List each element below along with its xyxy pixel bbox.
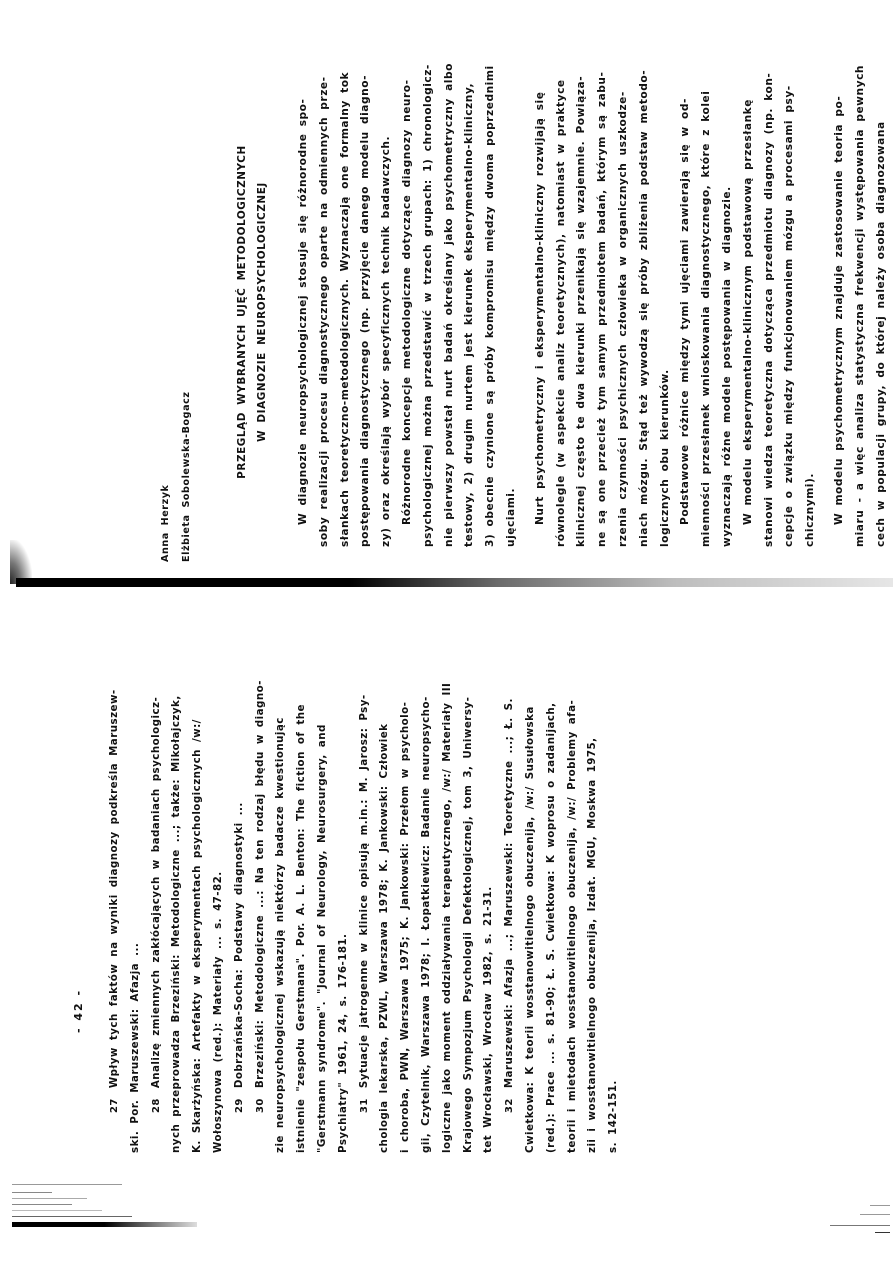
text-line: 3) obecnie czynione są próby kompromisu między dwoma poprzednimi <box>484 65 497 547</box>
text-line: i choroba, PWN, Warszawa 1975; K. Jankowski: Przełom w psycholo- <box>399 701 412 1153</box>
author-name: Elżbieta Sobolewska-Bogacz <box>181 391 192 562</box>
text-line: Dobrzańska-Socha: Podstawy diagnostyki ... <box>232 802 245 1089</box>
text-line: rzenia czynności psychicznych człowieka w organicznych uszkodze- <box>616 91 629 547</box>
footnote-number: 30 <box>254 1098 266 1113</box>
text-line: s. 142-151. <box>607 1080 620 1153</box>
footnotes-block <box>104 680 624 1153</box>
text-line: W modelu eksperymentalno-klinicznym podstawową przesłankę <box>741 99 754 525</box>
footnote-31 <box>354 680 500 1153</box>
paragraph <box>675 63 737 547</box>
footnote-number: 28 <box>150 1098 162 1113</box>
text-line: W diagnozie neuropsychologicznej stosuje się różnorodne spo- <box>297 98 309 525</box>
text-line: Wpływ tych faktów na wyniki diagnozy podkreśla Maruszew- <box>108 689 120 1089</box>
text-line: Brzeziński: Metodologiczne ...: Na ten rodzaj błędu w diagno- <box>253 680 266 1089</box>
book-gutter-divider <box>16 578 893 587</box>
text-line: miaru - a więc analiza statystyczna frekwencji występowania pewnych <box>853 65 866 547</box>
text-line: ski. Por. Maruszewski: Afazja ... <box>128 942 141 1153</box>
text-line: niach mózgu. Stąd też wywodzą się próby zbliżenia podstaw metodo- <box>637 69 650 547</box>
text-line: cepcje o związku między funkcjonowaniem mózgu a procesami psy- <box>783 85 796 547</box>
text-line: Cwietkowa: K teorii wosstanowitielnogo obuczenija, /w:/ Susułowska <box>523 706 536 1153</box>
text-line: nie pierwszy powstał nurt badań określany jako psychometryczny albo <box>442 63 455 547</box>
text-line: chicznymi). <box>804 473 817 547</box>
footnote-number: 29 <box>233 1098 245 1113</box>
footnote-30 <box>250 680 354 1153</box>
text-line: Sytuacje jatrogenne w klinice opisują m.in.: M. Jarosz: Psy- <box>357 694 370 1089</box>
text-line: ujęciami. <box>504 487 517 547</box>
text-line: cech w populacji grupy, do której należy osoba diagnozowana <box>874 121 887 547</box>
text-line: psychologicznej można przedstawić w trzech grupach: 1) chronologicz- <box>421 64 434 547</box>
text-line: postępowania diagnostycznego (np. przyjęcie danego modelu diagno- <box>359 74 372 547</box>
scan-edge-artifact <box>830 1200 890 1240</box>
text-line: soby realizacji procesu diagnostycznego oparte na odmiennych prze- <box>317 76 330 547</box>
text-line: zii i wosstanowitielnogo obuczenija, Izdat. MGU, Moskwa 1975, <box>586 737 599 1153</box>
author-name: Anna Herzyk <box>160 484 171 562</box>
left-page <box>0 582 893 1263</box>
spacer <box>821 63 829 547</box>
title-line: W DIAGNOZIE NEUROPSYCHOLOGICZNEJ <box>256 182 268 442</box>
paragraph <box>397 63 522 547</box>
authors-block <box>155 392 197 562</box>
footnote-27 <box>104 680 146 1153</box>
paragraph <box>738 63 821 547</box>
text-line: wyznaczają różne modele postępowania w diagnozie. <box>720 186 733 547</box>
text-line: Krajowego Sympozjum Psychologii Defektologicznej, tom 3, Uniwersy- <box>461 696 474 1153</box>
text-line: Psychiatry" 1961, 24, s. 176-181. <box>336 933 349 1153</box>
text-line: gii, Czytelnik, Warszawa 1978; I. Łopatkiewicz: Badanie neuropsycho- <box>419 696 432 1153</box>
text-line: chologia lekarska, PZWL, Warszawa 1978; K. Jankowski: Człowiek <box>378 723 391 1153</box>
scan-edge-artifact <box>10 1180 200 1230</box>
text-line: stanowi wiedza teoretyczna dotycząca przedmiotu diagnozy (np. kon- <box>762 72 775 547</box>
text-line: "Gerstmann syndrome". "Journal of Neurology, Neurosurgery, and <box>315 724 328 1153</box>
text-line: ne są one przecież tym samym przedmiotem badań, którym są zabu- <box>596 71 609 547</box>
text-line: zy) oraz określają wybór specyficznych technik badawczych. <box>380 135 393 547</box>
text-line: nych przeprowadza Brzeziński: Metodologiczne ...; także: Mikołajczyk, <box>170 695 183 1153</box>
article-body <box>293 63 891 547</box>
text-line: testowy, 2) drugim nurtem jest kierunek eksperymentalno-kliniczny, <box>463 82 476 547</box>
text-line: (red.): Prace ... s. 81-90; Ł. S. Cwietkowa: K woprosu o zadanijach, <box>544 702 557 1153</box>
paragraph <box>829 63 891 547</box>
right-page <box>0 0 893 582</box>
paragraph <box>530 63 676 547</box>
footnote-number: 32 <box>504 1098 516 1113</box>
text-line: równolegle (w aspekcie analiz teoretycznych), natomiast w praktyce <box>554 79 567 547</box>
text-line: Maruszewski: Afazja ...; Maruszewski: Teoretyczne ...; Ł. S. <box>503 698 516 1089</box>
text-line: Podstawowe różnice między tymi ujęciami zawierają się w od- <box>679 98 692 525</box>
text-line: Nurt psychometryczny i eksperymentalno-kliniczny rozwijają się <box>533 91 546 525</box>
footnote-28 <box>146 680 229 1153</box>
text-line: Różnorodne koncepcje metodologiczne dotyczące diagnozy neuro- <box>400 79 413 525</box>
text-line: mienności przesłanek wnioskowania diagnostycznego, które z kolei <box>700 90 713 547</box>
text-line: teorii i mietodach wosstanowitielnogo obuczenija, /w:/ Problemy afa- <box>565 699 578 1153</box>
article-title <box>232 42 272 582</box>
text-line: logicznych obu kierunków. <box>658 369 671 547</box>
text-line: istnienie "zespołu Gerstmana". Por. A. L. Benton: The fiction of the <box>295 704 308 1153</box>
text-line: Analizę zmiennych zakłócających w badaniach psychologicz- <box>149 696 162 1089</box>
page-number: - 42 - <box>72 988 85 1033</box>
text-line: K. Skarżyńska: Artefakty w eksperymentach psychologicznych /w:/ <box>191 719 204 1153</box>
text-line: zie neuropsychologicznej wskazują niektórzy badacze kwestionując <box>274 717 287 1153</box>
text-line: słankach teoretyczno-metodologicznych. Wyznaczają one formalny tok <box>338 71 351 547</box>
spacer <box>522 63 530 547</box>
text-line: Wołoszynowa (red.): Materiały ... s. 47-82. <box>211 871 224 1153</box>
text-line: klinicznej często te dwa kierunki przenikają się wzajemnie. Powiąza- <box>575 75 588 547</box>
footnote-number: 27 <box>109 1098 120 1113</box>
text-line: W modelu psychometrycznym znajduje zastosowanie teoria po- <box>832 95 845 525</box>
paragraph <box>293 63 397 547</box>
footnote-29 <box>229 680 250 1153</box>
text-line: logiczne jako moment oddziaływania terapeutycznego, /w:/ Materiały III <box>440 682 453 1153</box>
text-line: tet Wrocławski, Wrocław 1982, s. 21-31. <box>482 886 495 1153</box>
title-line: PRZEGLĄD WYBRANYCH UJĘĆ METODOLOGICZNYCH <box>236 145 248 479</box>
footnote-32 <box>499 680 624 1153</box>
footnote-number: 31 <box>358 1098 370 1113</box>
